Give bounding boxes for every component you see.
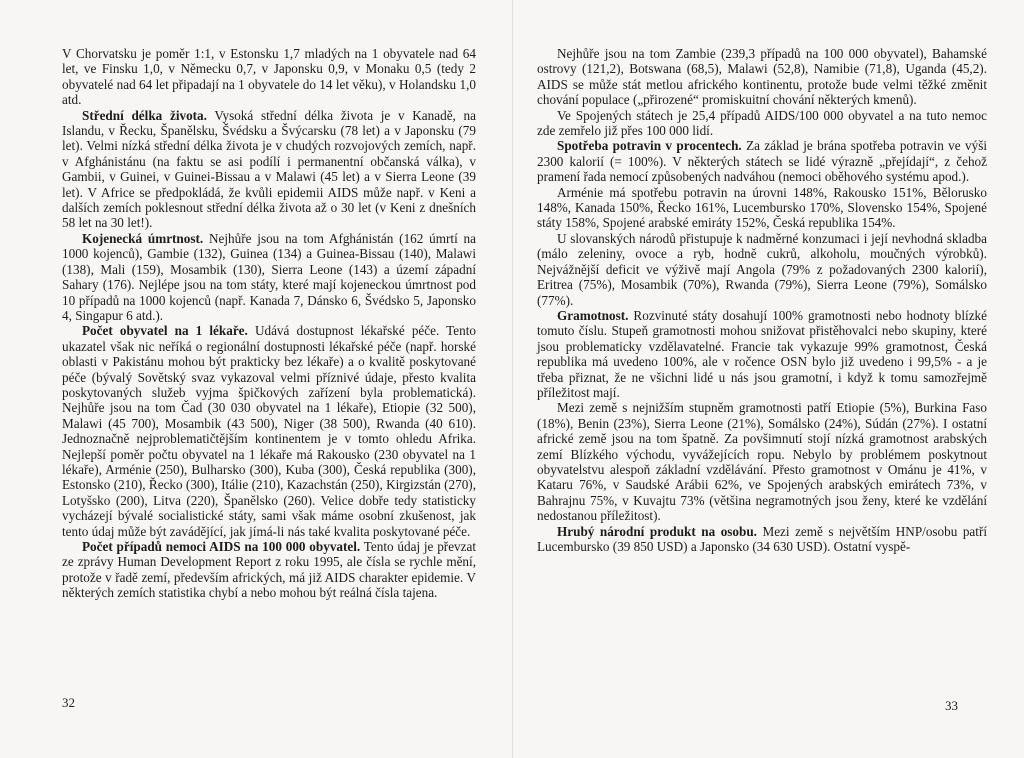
paragraph: Nejhůře jsou na tom Zambie (239,3 případů na 100 000 obyvatel), Bahamské ostrovy (121,2), Botswana (68,5), Malawi (52,8), Namibie (71,8), Uganda (45,2). AIDS se může stát metlou afrického kontinentu, protože bude velmi těžké změnit chování populace („přirozené“ promiskuitní chování některých kmenů). <box>537 46 987 108</box>
left-text-column <box>62 46 476 601</box>
paragraph: Spotřeba potravin v procentech. Za základ je brána spotřeba potravin ve výši 2300 kalorií (= 100%). V některých státech se lidé výrazně „přejídají“, z čehož pramení řada nemocí způsobených nadváhou (nemoci oběhového systému apod.). <box>537 138 987 185</box>
paragraph: Mezi země s nejnižším stupněm gramotnosti patří Etiopie (5%), Burkina Faso (18%), Benin (23%), Sierra Leone (21%), Somálsko (24%), Súdán (27%). I ostatní africké země jsou na tom špatně. Za povšimnutí stojí nízká gramotnost arabských zemí Blízkého východu, vyvážejících ropu. Nebylo by problémem poskytnout obyvatelstvu alespoň základní vzdělávání. Přesto gramotnost v Ománu je 41%, v Kataru 76%, v Saudské Arábii 62%, ve Spojených arabských emirátech 73%, v Bahrajnu 75%, v Kuvajtu 73% (většina negramotných jsou ženy, které ke vzdělání nedostanou příležitost). <box>537 400 987 524</box>
paragraph: Ve Spojených státech je 25,4 případů AIDS/100 000 obyvatel a na tuto nemoc zde zemřelo již přes 100 000 lidí. <box>537 107 987 139</box>
paragraph: Počet případů nemoci AIDS na 100 000 obyvatel. Tento údaj je převzat ze zprávy Human Development Report z roku 1995, ale čísla se rychle mění, protože v řadě zemí, především afrických, má již AIDS charakter epidemie. V některých zemích statistika chybí a nebo mohou být reálná čísla tajena. <box>62 539 477 601</box>
paragraph: Střední délka života. Vysoká střední délka života je v Kanadě, na Islandu, v Řecku, Španělsku, Švédsku a Švýcarsku (78 let) a v Japonsku (79 let). Velmi nízká střední délka života je v chudých rozvojových zemích, např. v Afghánistánu (na faktu se asi podílí i permanentní občanská válka), v Gambii, v Guinei, v Guinei-Bissau a v Malawi (45 let) a v Sierra Leone (39 let). V Africe se předpokládá, že kvůli epidemii AIDS může např. v Keni a dalších zemích poklesnout střední délka života až o 30 let (v Keni z dnešních 58 let na 30 let!). <box>62 107 477 231</box>
paragraph-heading: Spotřeba potravin v procentech. <box>557 138 742 154</box>
right-text-column <box>537 46 987 554</box>
paragraph: V Chorvatsku je poměr 1:1, v Estonsku 1,7 mladých na 1 obyvatele nad 64 let, ve Finsku 1,0, v Německu 0,7, v Japonsku 0,9, v Monaku 0,5 (tedy 2 obyvatelé nad 64 let připadají na 1 obyvatele do 14 let věku), v Holandsku 1,0 atd. <box>62 46 476 108</box>
paragraph-heading: Počet obyvatel na 1 lékaře. <box>82 323 248 339</box>
paragraph: Kojenecká úmrtnost. Nejhůře jsou na tom Afghánistán (162 úmrtí na 1000 kojenců), Gambie (132), Guinea (134) a Guinea-Bissau (140), Malawi (138), Mali (159), Mosambik (130), Sierra Leone (143) a území západní Sahary (176). Nejlépe jsou na tom státy, které mají kojeneckou úmrtnost pod 10 případů na 1000 kojenců (např. Kanada 7, Dánsko 6, Švédsko 5, Japonsko 4, Singapur 6 atd.). <box>62 230 476 323</box>
paragraph: Počet obyvatel na 1 lékaře. Udává dostupnost lékařské péče. Tento ukazatel však nic neříká o regionální dostupnosti lékařské péče (např. horské oblasti v Pakistánu mohou být prakticky bez lékaře) a o kvalitě poskytované péče (bývalý Sovětský svaz vykazoval velmi příznivé údaje, přesto kvalita poskytovaných služeb vyjma špičkových zařízení byla problematická). Nejhůře jsou na tom Čad (30 030 obyvatel na 1 lékaře), Etiopie (32 500), Malawi (45 700), Mosambik (43 500), Niger (38 500), Rwanda (40 610). Jednoznačně nejproblematičtějším kontinentem je v tomto ohledu Afrika. Nejlepší poměr počtu obyvatel na 1 lékaře má Rakousko (230 obyvatel na 1 lékaře), Arménie (250), Bulharsko (300), Kuba (300), Česká republika (300), Estonsko (210), Řecko (300), Itálie (210), Kazachstán (250), Kirgizstán (270), Lotyšsko (200), Litva (220), Španělsko (260). Velice dobře tedy statisticky vycházejí bývalé socialistické státy, sami však máme osobní zkušenost, jak tento údaj může být zavádějící, jak jímá-li nás také kvalita poskytované péče. <box>62 323 476 539</box>
paragraph-heading: Gramotnost. <box>557 307 629 323</box>
right-page <box>513 0 1024 758</box>
paragraph-heading: Střední délka života. <box>82 107 207 123</box>
paragraph: Gramotnost. Rozvinuté státy dosahují 100% gramotnosti nebo hodnoty blízké tomuto číslu. Stupeň gramotnosti mohou snižovat přistěhovalci nebo skupiny, které jsou problematicky vzdělavatelné. Francie tak vykazuje 99% gramotnost, Česká republika má uvedeno 100%, ale v ročence OSN bylo již uvedeno i 99,5% - a je třeba přiznat, že ne všichni lidé u nás jsou gramotní, i když k tomu samozřejmě příležitost mají. <box>537 307 987 400</box>
paragraph-heading: Kojenecká úmrtnost. <box>82 230 204 246</box>
paragraph: Arménie má spotřebu potravin na úrovni 148%, Rakousko 151%, Bělorusko 148%, Kanada 150%, Řecko 161%, Lucembursko 170%, Slovensko 154%, Spojené státy 158%, Spojené arabské emiráty 152%, Česká republika 154%. <box>537 184 987 231</box>
paragraph-heading: Hrubý národní produkt na osobu. <box>557 523 757 539</box>
paragraph: U slovanských národů přistupuje k nadměrné konzumaci i její nevhodná skladba (málo zeleniny, ovoce a ryb, hodně cukrů, alkoholu, moučných výrobků). Nejvážnější deficit ve výživě mají Angola (79% z požadovaných 2300 kalorií), Eritrea (75%), Mosambik (70%), Rwanda (79%), Sierra Leone (79%), Somálsko (77%). <box>537 230 987 308</box>
paragraph: Hrubý národní produkt na osobu. Mezi země s největším HNP/osobu patří Lucembursko (39 850 USD) a Japonsko (34 630 USD). Ostatní vyspě- <box>537 523 987 554</box>
paragraph-heading: Počet případů nemoci AIDS na 100 000 obyvatel. <box>82 539 361 554</box>
page-number: 32 <box>62 695 75 710</box>
page-number: 33 <box>945 698 958 713</box>
